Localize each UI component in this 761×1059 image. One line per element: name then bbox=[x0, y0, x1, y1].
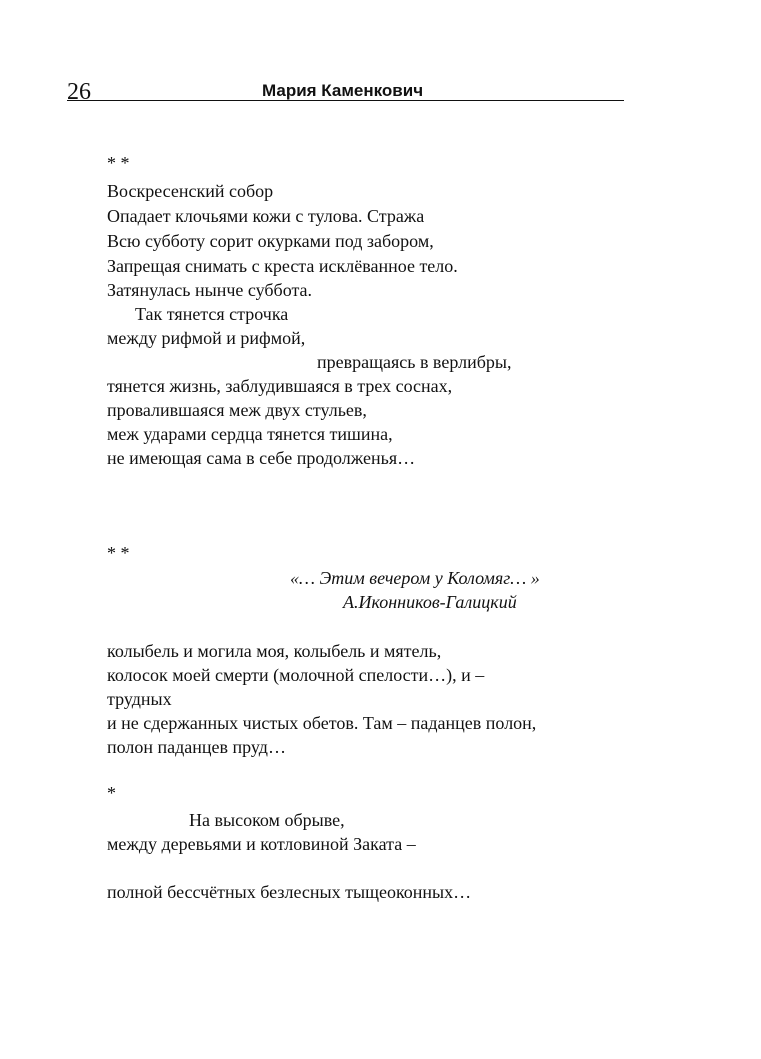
epigraph-text: «… Этим вечером у Коломяг… » bbox=[290, 568, 540, 588]
page-number: 26 bbox=[67, 79, 91, 105]
poem-1-line: Всю субботу сорит окурками под забором, bbox=[107, 231, 434, 251]
epigraph-source: А.Иконников-Галицкий bbox=[343, 592, 517, 612]
poem-1-line: не имеющая сама в себе продолженья… bbox=[107, 448, 416, 468]
poem-1-line: Так тянется строчка bbox=[135, 304, 289, 324]
poem-2-line: колыбель и могила моя, колыбель и мятель, bbox=[107, 641, 442, 661]
poem-1-line: Опадает клочьями кожи с тулова. Стража bbox=[107, 206, 425, 226]
poem-1-line: между рифмой и рифмой, bbox=[107, 328, 306, 348]
poem-3-mark: * bbox=[107, 783, 116, 803]
poem-1-line: провалившаяся меж двух стульев, bbox=[107, 400, 367, 420]
poem-1-mark: * * bbox=[107, 153, 130, 173]
header-rule bbox=[67, 100, 624, 101]
poem-1-line: меж ударами сердца тянется тишина, bbox=[107, 424, 393, 444]
poem-1-line: тянется жизнь, заблудившаяся в трех соснах, bbox=[107, 376, 453, 396]
poem-2-line: и не сдержанных чистых обетов. Там – паданцев полон, bbox=[107, 713, 537, 733]
poem-1-line: превращаясь в верлибры, bbox=[317, 352, 512, 372]
poem-1-line: Воскресенский собор bbox=[107, 181, 274, 201]
poem-1-line: Затянулась нынче суббота. bbox=[107, 280, 313, 300]
poem-3-line: полной бессчётных безлесных тыщеоконных… bbox=[107, 882, 472, 902]
poem-3-line: На высоком обрыве, bbox=[189, 810, 345, 830]
poem-1-line: Запрещая снимать с креста исклёванное тело. bbox=[107, 256, 458, 276]
poem-2-line: колосок моей смерти (молочной спелости…), и – bbox=[107, 665, 485, 685]
poem-2-line: трудных bbox=[107, 689, 172, 709]
poem-2-line: полон паданцев пруд… bbox=[107, 737, 286, 757]
poem-2-mark: * * bbox=[107, 543, 130, 563]
poem-3-line: между деревьями и котловиной Заката – bbox=[107, 834, 416, 854]
running-head-author: Мария Каменкович bbox=[262, 81, 424, 100]
